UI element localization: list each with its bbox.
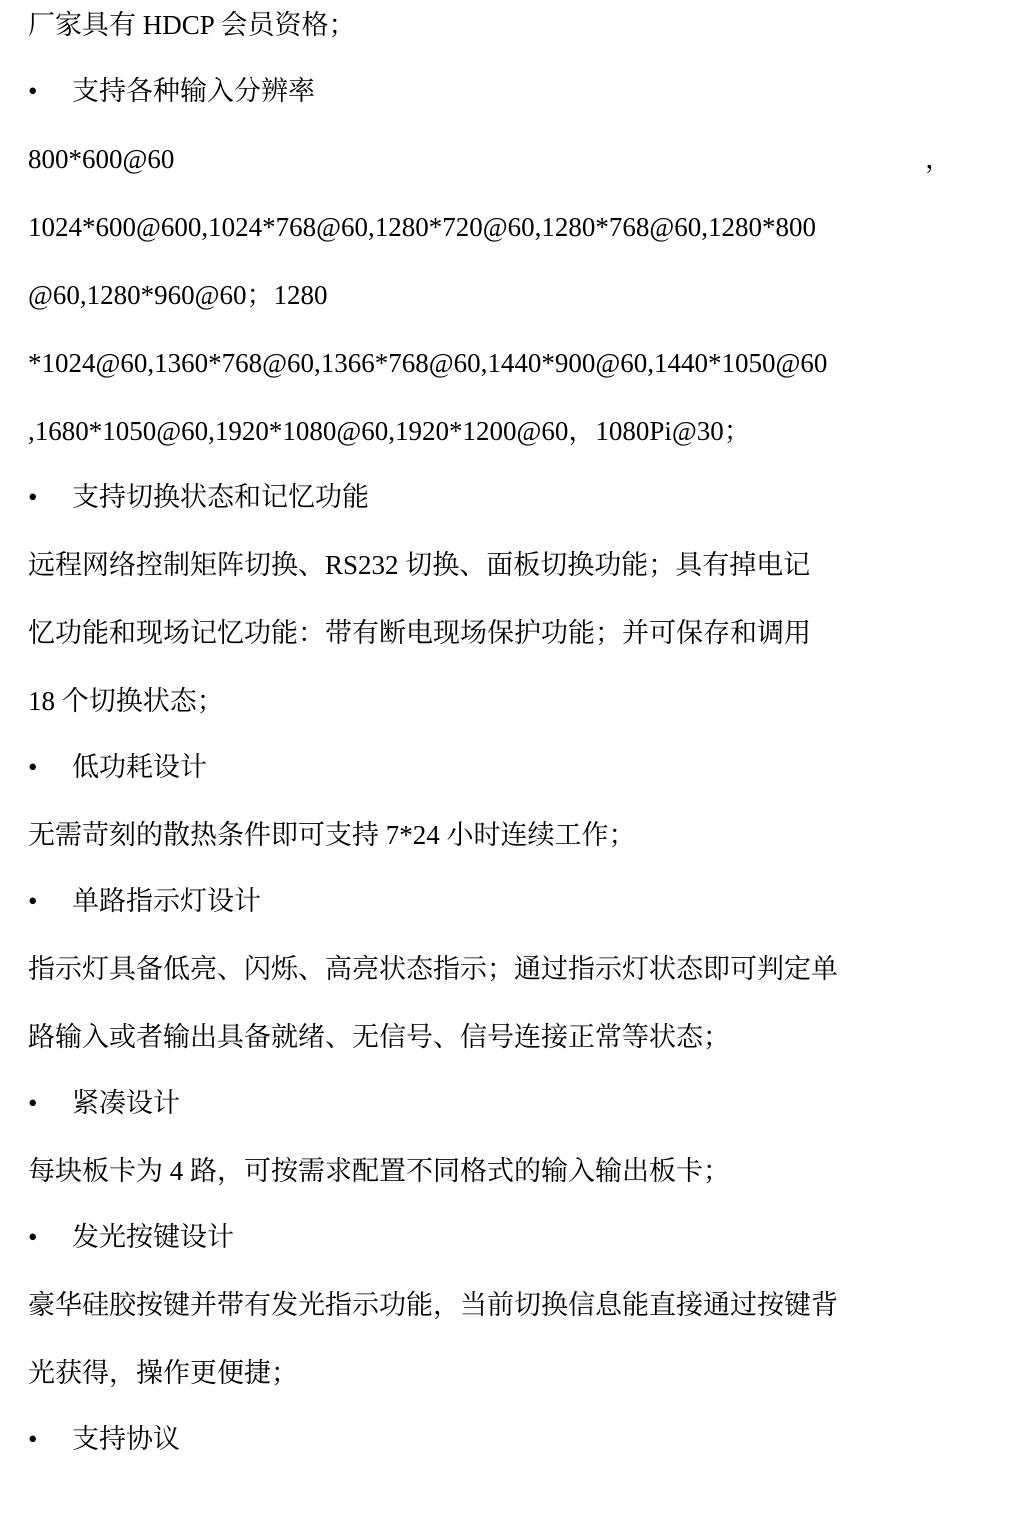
line-text: 光获得，操作更便捷； — [28, 1358, 298, 1388]
bullet-dot: • — [28, 1088, 38, 1118]
bullet-heading — [28, 475, 988, 519]
text-line — [28, 1283, 988, 1327]
text-line — [28, 679, 988, 723]
bullet-dot: • — [28, 482, 38, 512]
bullet-heading — [28, 879, 988, 923]
text-line — [28, 409, 988, 453]
text-line — [28, 1351, 988, 1395]
line-text: 无需苛刻的散热条件即可支持 7*24 小时连续工作； — [28, 820, 636, 850]
line-text: 18 个切换状态； — [28, 686, 224, 716]
text-line — [28, 947, 988, 991]
line-text: 远程网络控制矩阵切换、RS232 切换、面板切换功能；具有掉电记 — [28, 550, 811, 580]
trailing-comma: ， — [925, 144, 952, 174]
bullet-dot: • — [28, 1222, 38, 1252]
text-line — [28, 611, 988, 655]
line-text: 忆功能和现场记忆功能：带有断电现场保护功能；并可保存和调用 — [28, 618, 811, 648]
bullet-heading-text: 支持切换状态和记忆功能 — [72, 482, 369, 512]
text-line — [28, 137, 988, 181]
bullet-heading-text: 单路指示灯设计 — [72, 886, 261, 916]
bullet-dot: • — [28, 886, 38, 916]
bullet-heading — [28, 1417, 988, 1461]
bullet-heading-text: 支持协议 — [72, 1424, 180, 1454]
text-line — [28, 1149, 988, 1193]
text-line — [28, 1015, 988, 1059]
bullet-dot: • — [28, 76, 38, 106]
bullet-heading-text: 低功耗设计 — [72, 752, 207, 782]
line-text: 800*600@60 — [28, 144, 175, 174]
text-line — [28, 813, 988, 857]
bullet-heading-text: 支持各种输入分辨率 — [72, 76, 315, 106]
bullet-heading — [28, 69, 988, 113]
line-text: 路输入或者输出具备就绪、无信号、信号连接正常等状态； — [28, 1022, 730, 1052]
line-text: 每块板卡为 4 路，可按需求配置不同格式的输入输出板卡； — [28, 1156, 730, 1186]
bullet-heading — [28, 1215, 988, 1259]
bullet-dot: • — [28, 752, 38, 782]
text-line — [28, 205, 988, 249]
text-line — [28, 341, 988, 385]
line-text: 豪华硅胶按键并带有发光指示功能，当前切换信息能直接通过按键背 — [28, 1290, 838, 1320]
text-line — [28, 273, 988, 317]
bullet-heading — [28, 745, 988, 789]
bullet-heading-text: 紧凑设计 — [72, 1088, 180, 1118]
line-text: *1024@60,1360*768@60,1366*768@60,1440*900@60,1440*1050@60 — [28, 348, 828, 378]
text-line — [28, 3, 988, 47]
line-text: 厂家具有 HDCP 会员资格； — [28, 10, 356, 40]
line-text: 1024*600@600,1024*768@60,1280*720@60,1280*768@60,1280*800 — [28, 212, 816, 242]
bullet-dot: • — [28, 1424, 38, 1454]
bullet-heading — [28, 1081, 988, 1125]
line-text: @60,1280*960@60；1280 — [28, 280, 328, 310]
line-text: ,1680*1050@60,1920*1080@60,1920*1200@60，1080Pi@30； — [28, 416, 751, 446]
text-line — [28, 543, 988, 587]
bullet-heading-text: 发光按键设计 — [72, 1222, 234, 1252]
line-text: 指示灯具备低亮、闪烁、高亮状态指示；通过指示灯状态即可判定单 — [28, 954, 838, 984]
